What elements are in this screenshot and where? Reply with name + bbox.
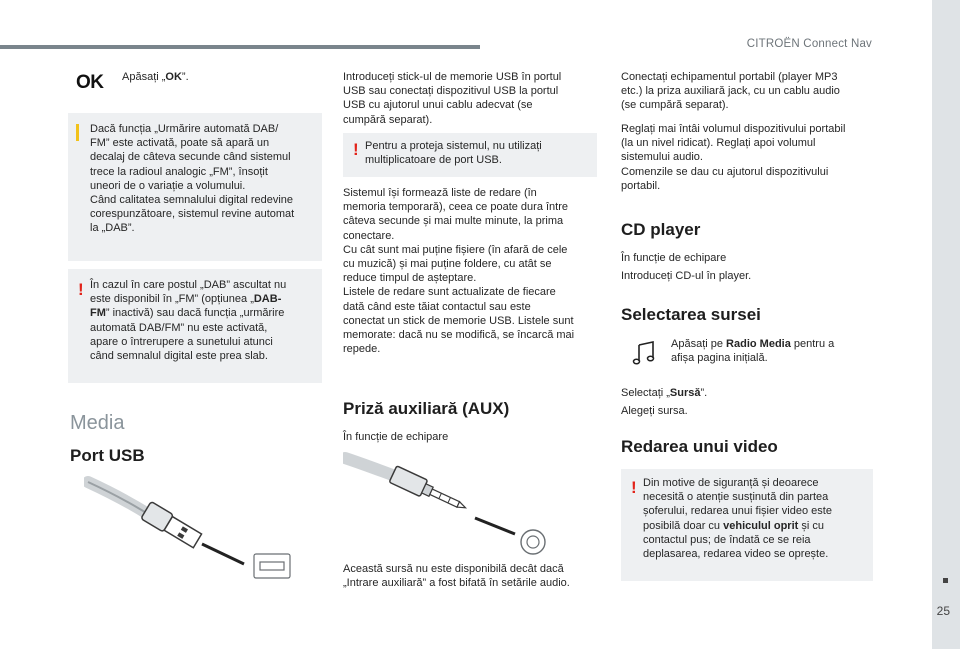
heading-source-selection: Selectarea sursei — [621, 305, 761, 324]
music-note-icon — [632, 340, 658, 366]
heading-aux-socket: Priză auxiliară (AUX) — [343, 399, 510, 418]
aux-jack-illustration — [343, 450, 553, 556]
usb-intro-text: Introduceți stick-ul de memorie USB în portul USB sau conectați dispozitivul USB la portul USB cu ajutorul unui cablu adecvat (se cumpără separat). — [343, 71, 562, 126]
heading-video-playback: Redarea unui video — [621, 437, 778, 456]
usb-plug-illustration — [84, 474, 296, 584]
info-box-text: Dacă funcția „Urmărire automată DAB/ FM” este activată, poate să apară un decalaj de câteva secunde când sistemul trece la radioul analogic „FM”, însoțit uneori de o variație a volumului. Când calitatea semnalului digital redevine corespunzătoare, sistemul revine automat la „DAB”. — [90, 123, 295, 235]
volume-adjust-text: Reglați mai întâi volumul dispozitivului portabil (la un nivel ridicat). Reglați apoi volumul sistemului audio. Comenzile se dau cu ajutorul dispozitivului portabil. — [621, 123, 846, 192]
cd-equipment-note: În funcție de echipare — [621, 252, 727, 264]
warning-box-video — [621, 469, 873, 581]
manual-title: CITROËN Connect Nav — [746, 38, 872, 50]
page-number: 25 — [936, 604, 950, 618]
warning-icon: ! — [631, 478, 637, 497]
info-box-dab-fm — [68, 113, 322, 261]
header-rule — [0, 45, 480, 49]
choose-source-text: Alegeți sursa. — [621, 405, 688, 417]
info-icon — [76, 124, 79, 141]
heading-cd-player: CD player — [621, 220, 701, 239]
playlist-text: Sistemul își formează liste de redare (în memoria temporară), ceea ce poate dura între câteva secunde și mai multe minute, la prima conectare. Cu cât sunt mai puține fișiere (în afară de cele cu muzică) și mai puține foldere, cu atât se reduce timpul de așteptare. Listele de redare sunt actualizate de fiecare dată când este tăiat contactul sau este conectat un stick de memorie USB. Listele sunt memorate: dacă nu se modifică, se încarcă mai repede. — [343, 187, 575, 356]
ok-instruction: Apăsați „OK”. — [122, 71, 189, 83]
warning-icon: ! — [353, 140, 359, 159]
radio-media-instruction: Apăsați pe Radio Media pentru a afișa pagina inițială. — [671, 338, 835, 365]
cd-insert-text: Introduceți CD-ul în player. — [621, 270, 752, 282]
aux-connect-text: Conectați echipamentul portabil (player MP3 etc.) la priza auxiliară jack, cu un cablu audio (se cumpără separat). — [621, 71, 840, 112]
warning-box-dab — [68, 269, 322, 383]
select-source-instruction: Selectați „Sursă”. — [621, 387, 708, 399]
warning-usb-text: Pentru a proteja sistemul, nu utilizați multiplicatoare de port USB. — [365, 140, 542, 167]
heading-usb-port: Port USB — [70, 446, 145, 465]
ok-button-icon: OK — [76, 72, 104, 93]
warning-box-text: În cazul în care postul „DAB” ascultat nu este disponibil în „FM” (opțiunea „DAB- FM” inactivă) sau dacă funcția „urmărire automată DAB/FM” nu este activată, apare o întrerupere a sunetului atunci când semnalul digital este prea slab. — [90, 279, 287, 363]
page-side-strip — [932, 0, 960, 649]
aux-equipment-note: În funcție de echipare — [343, 431, 449, 443]
continuation-marker — [943, 578, 948, 583]
warning-video-text: Din motive de siguranță și deoarece necesită o atenție susținută din partea șoferului, redarea unui fișier video este posibilă doar cu vehiculul oprit și cu contactul pus; de îndată ce se reia deplasarea, redarea video se oprește. — [643, 477, 832, 561]
warning-icon: ! — [78, 280, 84, 299]
aux-availability-note: Această sursă nu este disponibilă decât dacă „Intrare auxiliară” a fost bifată în setările audio. — [343, 563, 570, 590]
section-title-media: Media — [70, 412, 125, 434]
warning-box-usb-hub — [343, 133, 597, 177]
